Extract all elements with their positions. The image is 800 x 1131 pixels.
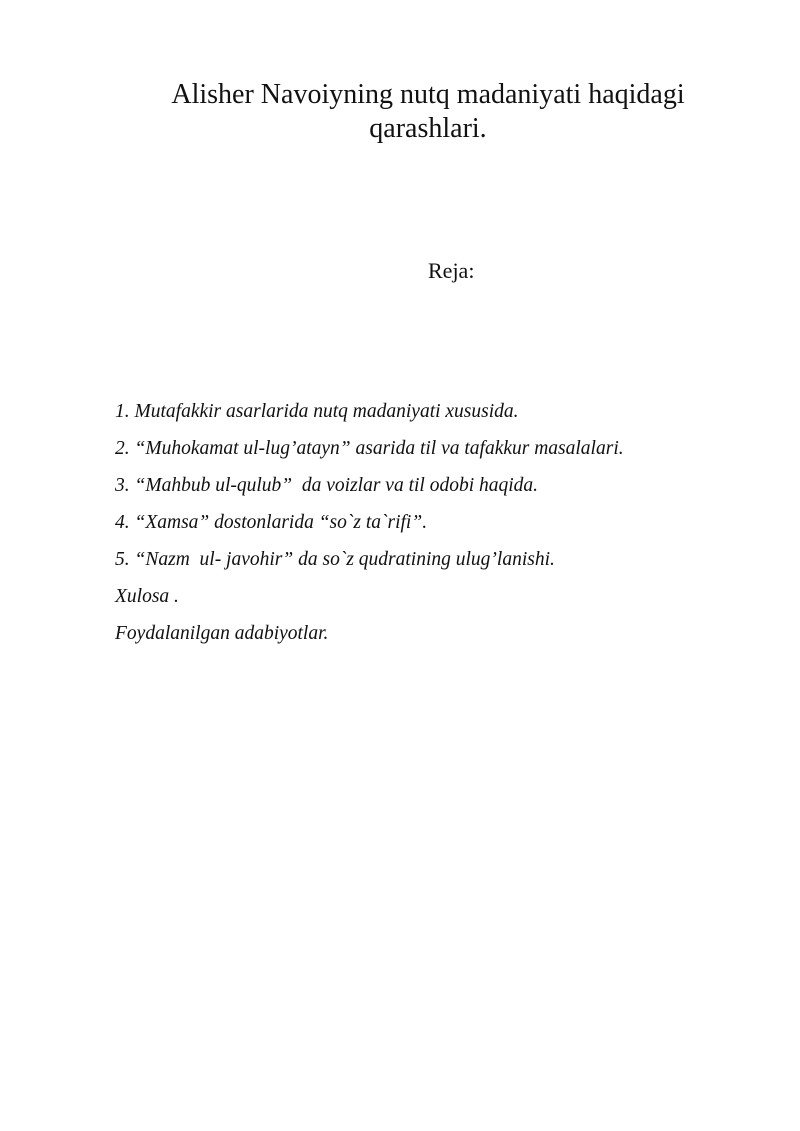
plan-list <box>115 398 755 657</box>
plan-item-2: 2. “Muhokamat ul-lug’atayn” asarida til va tafakkur masalalari. <box>115 438 624 459</box>
plan-item-3: 3. “Mahbub ul-qulub” da voizlar va til odobi haqida. <box>115 475 539 496</box>
plan-item-conclusion: Xulosa . <box>115 586 179 607</box>
plan-item-1: 1. Mutafakkir asarlarida nutq madaniyati xususida. <box>115 401 519 422</box>
plan-item-4: 4. “Xamsa” dostonlarida “so`z ta`rifi”. <box>115 512 428 533</box>
plan-item-references: Foydalanilgan adabiyotlar. <box>115 623 329 644</box>
plan-heading: Reja: <box>428 258 475 283</box>
document-title: Alisher Navoiyning nutq madaniyati haqidagi qarashlari. <box>171 79 685 144</box>
plan-item-5: 5. “Nazm ul- javohir” da so`z qudratining ulug’lanishi. <box>115 549 555 570</box>
